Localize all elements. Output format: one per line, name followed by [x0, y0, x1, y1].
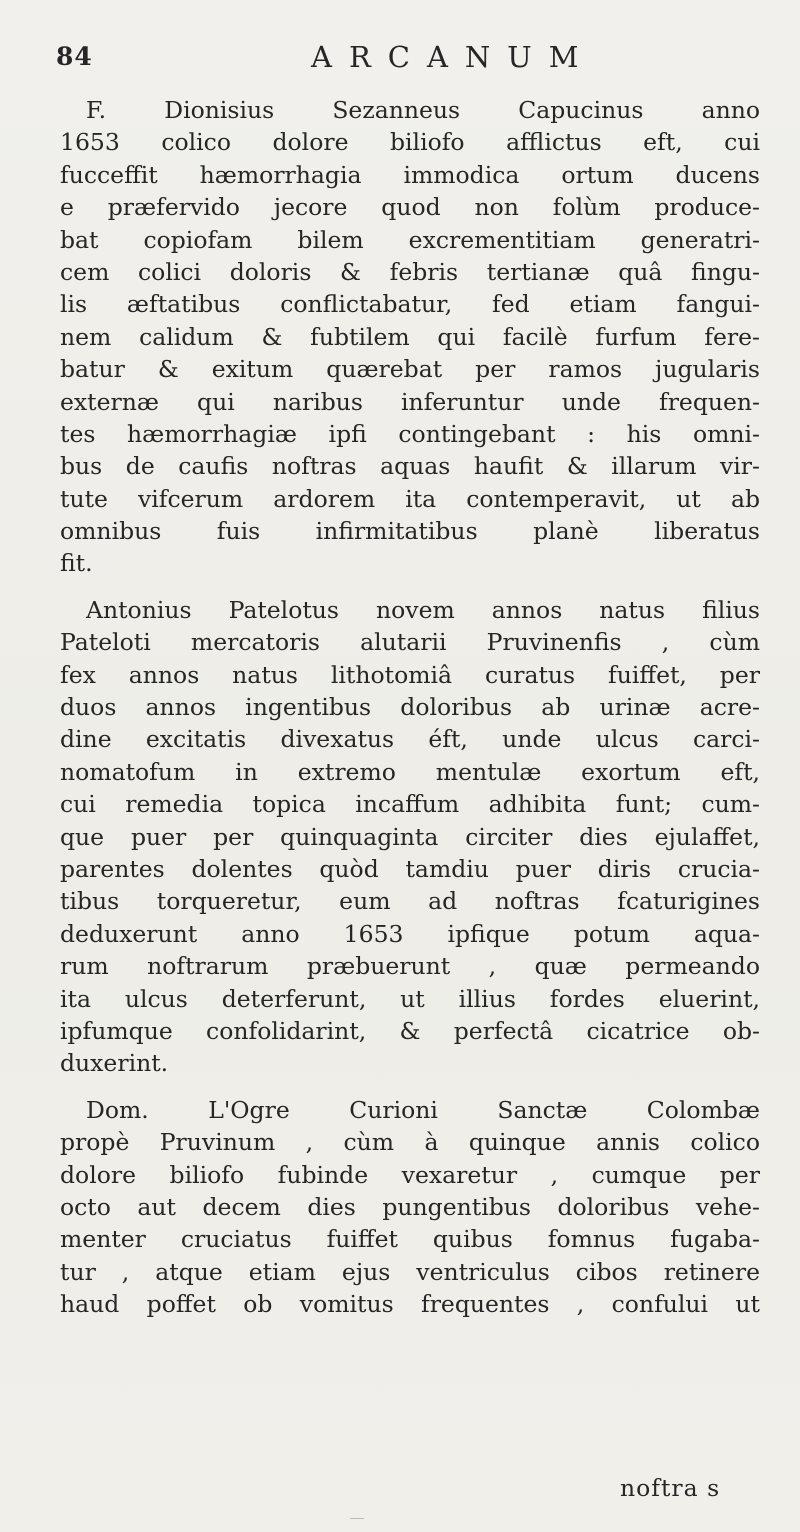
text-line: batur & exitum quærebat per ramos jugularis: [60, 355, 760, 384]
text-line: omnibus fuis infirmitatibus planè liberatus: [60, 517, 760, 546]
text-line: externæ qui naribus inferuntur unde frequen-: [60, 387, 760, 416]
page-header: [56, 42, 756, 82]
text-line: 1653 colico dolore biliofo afflictus eft, cui: [60, 128, 760, 157]
text-line: deduxerunt anno 1653 ipfique potum aqua-: [60, 919, 760, 948]
text-line: duxerint.: [60, 1049, 169, 1078]
text-line: dolore biliofo fubinde vexaretur , cumque per: [60, 1160, 760, 1189]
text-line: octo aut decem dies pungentibus doloribus vehe-: [60, 1192, 760, 1221]
running-title: ARCANUM: [311, 40, 596, 74]
text-line: e præfervido jecore quod non folùm produce-: [60, 193, 760, 222]
paper-mark: [350, 1510, 364, 1519]
text-line: rum noftrarum præbuerunt , quæ permeando: [60, 952, 760, 981]
text-line: tibus torqueretur, eum ad noftras fcaturigines: [60, 887, 760, 916]
paragraph-logre: [60, 1094, 760, 1321]
text-line: nem calidum & fubtilem qui facilè furfum fere-: [60, 322, 760, 351]
text-line: tute vifcerum ardorem ita contemperavit, ut ab: [60, 484, 760, 513]
text-line: dine excitatis divexatus éft, unde ulcus carci-: [60, 725, 760, 754]
text-line: cui remedia topica incaffum adhibita funt; cum-: [60, 790, 760, 819]
text-line: nomatofum in extremo mentulæ exortum eft,: [60, 757, 760, 786]
text-line: tur , atque etiam ejus ventriculus cibos retinere: [60, 1257, 760, 1286]
text-line: bus de caufis noftras aquas haufit & illarum vir-: [60, 452, 760, 481]
text-line: fucceffit hæmorrhagia immodica ortum ducens: [60, 160, 760, 189]
text-line: ita ulcus deterferunt, ut illius fordes eluerint,: [60, 984, 760, 1013]
text-line: haud poffet ob vomitus frequentes , confului ut: [60, 1290, 760, 1319]
paragraph-patelotus: [60, 594, 760, 1080]
text-line: fex annos natus lithotomiâ curatus fuiffet, per: [60, 660, 760, 689]
body-text: [60, 94, 760, 1320]
text-line: parentes dolentes quòd tamdiu puer diris crucia-: [60, 854, 760, 883]
text-line: bat copiofam bilem excrementitiam generatri-: [60, 225, 760, 254]
text-line: Antonius Patelotus novem annos natus filius: [86, 595, 760, 624]
page-number: 84: [56, 42, 93, 71]
catchword: noftra s: [620, 1474, 721, 1502]
text-line: Dom. L'Ogre Curioni Sanctæ Colombæ: [86, 1095, 760, 1124]
text-line: cem colici doloris & febris tertianæ quâ fingu-: [60, 257, 760, 286]
text-line: Pateloti mercatoris alutarii Pruvinenfis , cùm: [60, 628, 760, 657]
text-line: propè Pruvinum , cùm à quinque annis colico: [60, 1128, 760, 1157]
text-line: fit.: [60, 549, 93, 578]
text-line: ipfumque confolidarint, & perfectâ cicatrice ob-: [60, 1016, 760, 1045]
text-line: F. Dionisius Sezanneus Capucinus anno: [86, 96, 760, 124]
text-line: lis æftatibus conflictabatur, fed etiam fangui-: [60, 290, 760, 319]
paragraph-dionisius: [60, 94, 760, 580]
text-line: menter cruciatus fuiffet quibus fomnus fugaba-: [60, 1225, 760, 1254]
text-line: tes hæmorrhagiæ ipfi contingebant : his omni-: [60, 419, 760, 448]
text-line: duos annos ingentibus doloribus ab urinæ acre-: [60, 693, 760, 722]
text-line: que puer per quinquaginta circiter dies ejulaffet,: [60, 822, 760, 851]
